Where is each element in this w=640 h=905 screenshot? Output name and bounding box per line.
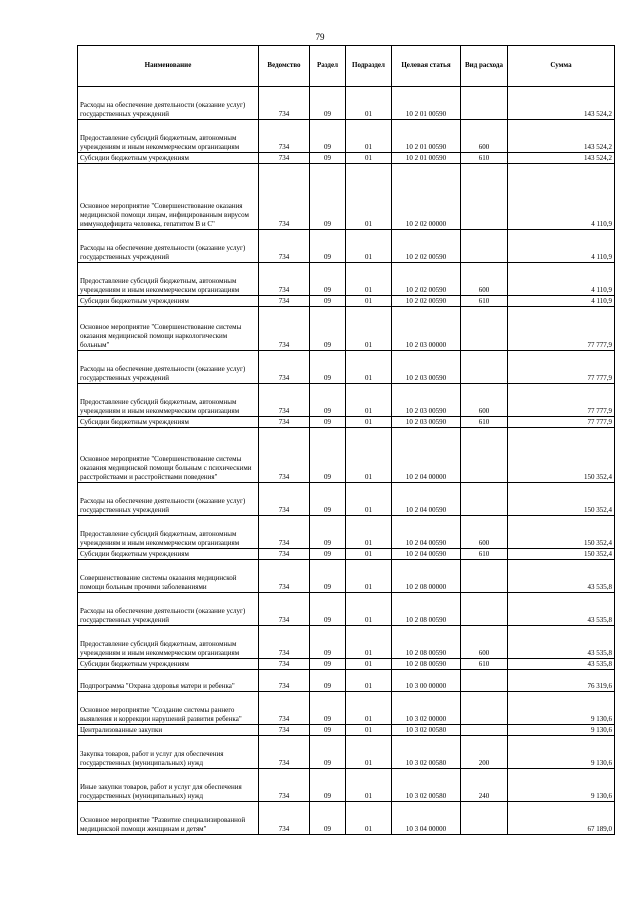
row-name-cell: Субсидии бюджетным учреждениям: [78, 659, 259, 670]
row-sum-cell: 9 130,6: [508, 692, 615, 725]
row-expense-type-cell: 610: [461, 153, 508, 164]
table-row: [78, 307, 615, 351]
table-row: [78, 384, 615, 417]
row-department-cell: 734: [259, 736, 310, 769]
page-number: 79: [315, 32, 325, 42]
row-section-cell: 09: [310, 560, 346, 593]
row-subsection-cell: 01: [346, 307, 392, 351]
row-department-cell: 734: [259, 296, 310, 307]
row-sum-cell: 150 352,4: [508, 549, 615, 560]
row-name-cell: Субсидии бюджетным учреждениям: [78, 417, 259, 428]
row-sum-cell: 150 352,4: [508, 428, 615, 483]
row-subsection-cell: 01: [346, 549, 392, 560]
row-section-cell: 09: [310, 428, 346, 483]
row-article-cell: 10 2 01 00590: [392, 120, 461, 153]
row-department-cell: 734: [259, 626, 310, 659]
row-department-cell: 734: [259, 164, 310, 230]
row-name-cell: Субсидии бюджетным учреждениям: [78, 296, 259, 307]
row-expense-type-cell: [461, 230, 508, 263]
table-row: [78, 659, 615, 670]
row-subsection-cell: 01: [346, 560, 392, 593]
table-row: [78, 417, 615, 428]
row-department-cell: 734: [259, 384, 310, 417]
row-section-cell: 09: [310, 483, 346, 516]
row-sum-cell: 143 524,2: [508, 87, 615, 120]
table-row: [78, 769, 615, 802]
row-subsection-cell: 01: [346, 516, 392, 549]
row-sum-cell: 150 352,4: [508, 483, 615, 516]
row-expense-type-cell: [461, 164, 508, 230]
row-section-cell: 09: [310, 230, 346, 263]
row-name-cell: Централизованные закупки: [78, 725, 259, 736]
row-name-cell: Предоставление субсидий бюджетным, автономным учреждениям и иным некоммерческим организациям: [78, 120, 259, 153]
row-article-cell: 10 2 08 00590: [392, 626, 461, 659]
row-subsection-cell: 01: [346, 428, 392, 483]
row-name-cell: Основное мероприятие "Создание системы раннего выявления и коррекции нарушений развития ребенка": [78, 692, 259, 725]
table-row: [78, 351, 615, 384]
row-article-cell: 10 2 03 00000: [392, 307, 461, 351]
row-expense-type-cell: 610: [461, 659, 508, 670]
row-section-cell: 09: [310, 120, 346, 153]
row-article-cell: 10 2 01 00590: [392, 87, 461, 120]
table-row: [78, 428, 615, 483]
row-sum-cell: 9 130,6: [508, 736, 615, 769]
row-article-cell: 10 2 08 00000: [392, 560, 461, 593]
row-article-cell: 10 2 03 00590: [392, 417, 461, 428]
row-article-cell: 10 2 04 00590: [392, 483, 461, 516]
row-section-cell: 09: [310, 296, 346, 307]
row-subsection-cell: 01: [346, 692, 392, 725]
row-subsection-cell: 01: [346, 736, 392, 769]
table-row: [78, 802, 615, 835]
row-expense-type-cell: 200: [461, 736, 508, 769]
row-section-cell: 09: [310, 417, 346, 428]
row-article-cell: 10 2 08 00590: [392, 593, 461, 626]
row-name-cell: Подпрограмма "Охрана здоровья матери и ребенка": [78, 670, 259, 692]
row-subsection-cell: 01: [346, 769, 392, 802]
table-row: [78, 560, 615, 593]
row-department-cell: 734: [259, 659, 310, 670]
table-row: [78, 483, 615, 516]
header-sum: Сумма: [508, 46, 615, 87]
row-article-cell: 10 2 01 00590: [392, 153, 461, 164]
row-department-cell: 734: [259, 351, 310, 384]
row-sum-cell: 150 352,4: [508, 516, 615, 549]
row-article-cell: 10 3 04 00000: [392, 802, 461, 835]
row-department-cell: 734: [259, 516, 310, 549]
row-sum-cell: 76 319,6: [508, 670, 615, 692]
row-expense-type-cell: [461, 692, 508, 725]
row-expense-type-cell: [461, 670, 508, 692]
header-department: Ведомство: [259, 46, 310, 87]
row-sum-cell: 43 535,8: [508, 593, 615, 626]
table-row: [78, 549, 615, 560]
row-name-cell: Иные закупки товаров, работ и услуг для обеспечения государственных (муниципальных) нужд: [78, 769, 259, 802]
row-subsection-cell: 01: [346, 659, 392, 670]
row-subsection-cell: 01: [346, 164, 392, 230]
row-section-cell: 09: [310, 670, 346, 692]
row-expense-type-cell: [461, 560, 508, 593]
row-name-cell: Предоставление субсидий бюджетным, автономным учреждениям и иным некоммерческим организациям: [78, 516, 259, 549]
row-expense-type-cell: 610: [461, 296, 508, 307]
header-expense-type: Вид расхода: [461, 46, 508, 87]
row-expense-type-cell: 610: [461, 549, 508, 560]
row-subsection-cell: 01: [346, 230, 392, 263]
row-section-cell: 09: [310, 769, 346, 802]
row-section-cell: 09: [310, 626, 346, 659]
row-sum-cell: 9 130,6: [508, 769, 615, 802]
row-sum-cell: 143 524,2: [508, 153, 615, 164]
table-row: [78, 120, 615, 153]
row-subsection-cell: 01: [346, 802, 392, 835]
row-department-cell: 734: [259, 802, 310, 835]
row-sum-cell: 43 535,8: [508, 626, 615, 659]
row-section-cell: 09: [310, 802, 346, 835]
row-subsection-cell: 01: [346, 725, 392, 736]
header-article: Целевая статья: [392, 46, 461, 87]
row-name-cell: Основное мероприятие "Совершенствование оказания медицинской помощи лицам, инфицированным вирусом иммунодефицита человека, гепатитом В и С": [78, 164, 259, 230]
row-section-cell: 09: [310, 307, 346, 351]
row-expense-type-cell: [461, 483, 508, 516]
row-expense-type-cell: [461, 351, 508, 384]
row-sum-cell: 4 110,9: [508, 296, 615, 307]
row-expense-type-cell: [461, 802, 508, 835]
row-expense-type-cell: 600: [461, 516, 508, 549]
row-expense-type-cell: 600: [461, 120, 508, 153]
row-article-cell: 10 2 02 00000: [392, 164, 461, 230]
row-sum-cell: 77 777,9: [508, 417, 615, 428]
row-name-cell: Субсидии бюджетным учреждениям: [78, 153, 259, 164]
row-name-cell: Расходы на обеспечение деятельности (оказание услуг) государственных учреждений: [78, 230, 259, 263]
row-section-cell: 09: [310, 692, 346, 725]
row-expense-type-cell: 600: [461, 626, 508, 659]
row-sum-cell: 4 110,9: [508, 263, 615, 296]
row-name-cell: Предоставление субсидий бюджетным, автономным учреждениям и иным некоммерческим организациям: [78, 384, 259, 417]
table-row: [78, 87, 615, 120]
row-expense-type-cell: 240: [461, 769, 508, 802]
table-row: [78, 516, 615, 549]
row-department-cell: 734: [259, 263, 310, 296]
row-name-cell: Предоставление субсидий бюджетным, автономным учреждениям и иным некоммерческим организациям: [78, 263, 259, 296]
row-article-cell: 10 2 03 00590: [392, 351, 461, 384]
row-article-cell: 10 3 02 00580: [392, 725, 461, 736]
table-body: [78, 87, 615, 835]
row-subsection-cell: 01: [346, 417, 392, 428]
row-expense-type-cell: [461, 428, 508, 483]
row-sum-cell: 77 777,9: [508, 307, 615, 351]
row-department-cell: 734: [259, 670, 310, 692]
row-section-cell: 09: [310, 351, 346, 384]
row-sum-cell: 143 524,2: [508, 120, 615, 153]
table-row: [78, 626, 615, 659]
row-name-cell: Субсидии бюджетным учреждениям: [78, 549, 259, 560]
row-department-cell: 734: [259, 230, 310, 263]
row-section-cell: 09: [310, 164, 346, 230]
row-subsection-cell: 01: [346, 296, 392, 307]
row-sum-cell: 4 110,9: [508, 230, 615, 263]
row-department-cell: 734: [259, 725, 310, 736]
table-row: [78, 736, 615, 769]
row-expense-type-cell: 600: [461, 263, 508, 296]
row-sum-cell: 77 777,9: [508, 351, 615, 384]
row-name-cell: Закупка товаров, работ и услуг для обеспечения государственных (муниципальных) нужд: [78, 736, 259, 769]
table-row: [78, 164, 615, 230]
row-name-cell: Основное мероприятие "Совершенствование системы оказания медицинской помощи наркологическим больным": [78, 307, 259, 351]
header-section: Раздел: [310, 46, 346, 87]
table-row: [78, 692, 615, 725]
row-name-cell: Совершенствование системы оказания медицинской помощи больным прочими заболеваниями: [78, 560, 259, 593]
row-department-cell: 734: [259, 153, 310, 164]
row-section-cell: 09: [310, 153, 346, 164]
row-article-cell: 10 3 02 00580: [392, 736, 461, 769]
table-row: [78, 670, 615, 692]
row-section-cell: 09: [310, 516, 346, 549]
row-name-cell: Расходы на обеспечение деятельности (оказание услуг) государственных учреждений: [78, 483, 259, 516]
row-department-cell: 734: [259, 120, 310, 153]
row-article-cell: 10 3 02 00580: [392, 769, 461, 802]
table-row: [78, 296, 615, 307]
table-row: [78, 153, 615, 164]
row-expense-type-cell: [461, 307, 508, 351]
row-department-cell: 734: [259, 87, 310, 120]
row-expense-type-cell: [461, 593, 508, 626]
row-article-cell: 10 2 02 00590: [392, 296, 461, 307]
row-subsection-cell: 01: [346, 593, 392, 626]
row-section-cell: 09: [310, 263, 346, 296]
row-sum-cell: 43 535,8: [508, 560, 615, 593]
row-subsection-cell: 01: [346, 87, 392, 120]
row-department-cell: 734: [259, 307, 310, 351]
row-department-cell: 734: [259, 692, 310, 725]
row-article-cell: 10 2 03 00590: [392, 384, 461, 417]
row-name-cell: Предоставление субсидий бюджетным, автономным учреждениям и иным некоммерческим организациям: [78, 626, 259, 659]
row-article-cell: 10 2 04 00590: [392, 549, 461, 560]
row-department-cell: 734: [259, 593, 310, 626]
header-subsection: Подраздел: [346, 46, 392, 87]
row-article-cell: 10 2 08 00590: [392, 659, 461, 670]
row-department-cell: 734: [259, 549, 310, 560]
row-section-cell: 09: [310, 725, 346, 736]
row-subsection-cell: 01: [346, 384, 392, 417]
row-expense-type-cell: [461, 87, 508, 120]
row-department-cell: 734: [259, 769, 310, 802]
row-article-cell: 10 3 00 00000: [392, 670, 461, 692]
row-article-cell: 10 3 02 00000: [392, 692, 461, 725]
table-header-row: [78, 46, 615, 87]
row-subsection-cell: 01: [346, 626, 392, 659]
row-expense-type-cell: 610: [461, 417, 508, 428]
row-name-cell: Расходы на обеспечение деятельности (оказание услуг) государственных учреждений: [78, 351, 259, 384]
row-sum-cell: 4 110,9: [508, 164, 615, 230]
row-subsection-cell: 01: [346, 351, 392, 384]
row-name-cell: Расходы на обеспечение деятельности (оказание услуг) государственных учреждений: [78, 593, 259, 626]
row-subsection-cell: 01: [346, 483, 392, 516]
row-article-cell: 10 2 04 00000: [392, 428, 461, 483]
table-row: [78, 593, 615, 626]
row-name-cell: Основное мероприятие "Совершенствование системы оказания медицинской помощи больным с психическими расстройствами и расстройствами поведения": [78, 428, 259, 483]
row-sum-cell: 43 535,8: [508, 659, 615, 670]
row-name-cell: Основное мероприятие "Развитие специализированной медицинской помощи женщинам и детям": [78, 802, 259, 835]
table-row: [78, 725, 615, 736]
row-article-cell: 10 2 02 00590: [392, 230, 461, 263]
row-subsection-cell: 01: [346, 120, 392, 153]
row-section-cell: 09: [310, 736, 346, 769]
row-section-cell: 09: [310, 87, 346, 120]
table-row: [78, 230, 615, 263]
row-department-cell: 734: [259, 428, 310, 483]
row-subsection-cell: 01: [346, 153, 392, 164]
row-expense-type-cell: [461, 725, 508, 736]
row-sum-cell: 77 777,9: [508, 384, 615, 417]
row-section-cell: 09: [310, 549, 346, 560]
row-subsection-cell: 01: [346, 670, 392, 692]
row-article-cell: 10 2 04 00590: [392, 516, 461, 549]
row-sum-cell: 9 130,6: [508, 725, 615, 736]
row-section-cell: 09: [310, 384, 346, 417]
row-section-cell: 09: [310, 659, 346, 670]
header-name: Наименование: [78, 46, 259, 87]
row-department-cell: 734: [259, 417, 310, 428]
row-sum-cell: 67 189,0: [508, 802, 615, 835]
row-article-cell: 10 2 02 00590: [392, 263, 461, 296]
row-department-cell: 734: [259, 560, 310, 593]
budget-table: [77, 45, 615, 835]
row-subsection-cell: 01: [346, 263, 392, 296]
row-department-cell: 734: [259, 483, 310, 516]
row-name-cell: Расходы на обеспечение деятельности (оказание услуг) государственных учреждений: [78, 87, 259, 120]
row-section-cell: 09: [310, 593, 346, 626]
row-expense-type-cell: 600: [461, 384, 508, 417]
table-row: [78, 263, 615, 296]
